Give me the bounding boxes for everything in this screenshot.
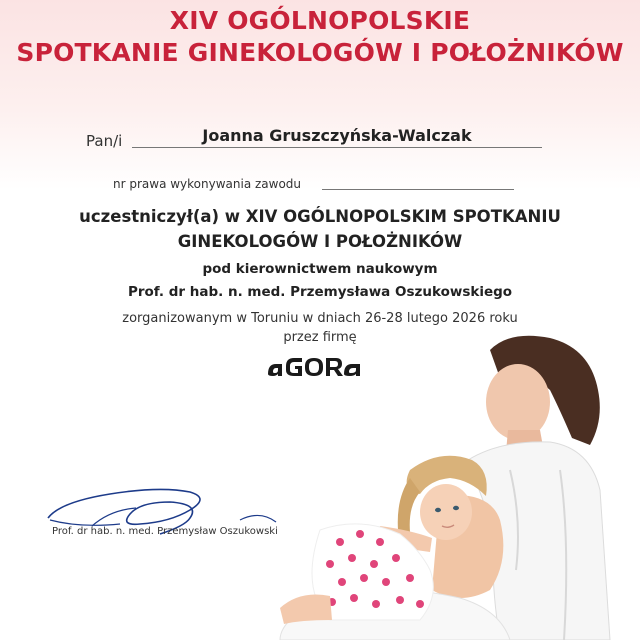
organizer-label: przez firmę [283,330,357,345]
participation-line1: uczestniczył(a) w XIV OGÓLNOPOLSKIM SPOTKANIU [79,207,561,226]
recipient-underline [132,147,542,148]
license-number-label: nr prawa wykonywania zawodu [113,177,302,191]
license-number-underline [322,189,514,190]
mother-and-child-photo [260,320,640,640]
event-location-dates: zorganizowanym w Toruniu w dniach 26-28 lutego 2026 roku [122,311,518,326]
certificate-title-line1: XIV OGÓLNOPOLSKIE [169,6,471,35]
scientific-direction-label: pod kierownictwem naukowym [202,261,438,277]
scientific-director-name: Prof. dr hab. n. med. Przemysława Oszukowskiego [127,284,513,300]
signatory-name: Prof. dr hab. n. med. Przemysław Oszukowski [52,526,278,537]
recipient-name: Joanna Gruszczyńska-Walczak [202,126,472,145]
recipient-label: Pan/i [86,132,123,150]
participation-line2: GINEKOLOGÓW I POŁOŻNIKÓW [177,232,463,251]
certificate-title-line2: SPOTKANIE GINEKOLOGÓW I POŁOŻNIKÓW [16,38,624,67]
